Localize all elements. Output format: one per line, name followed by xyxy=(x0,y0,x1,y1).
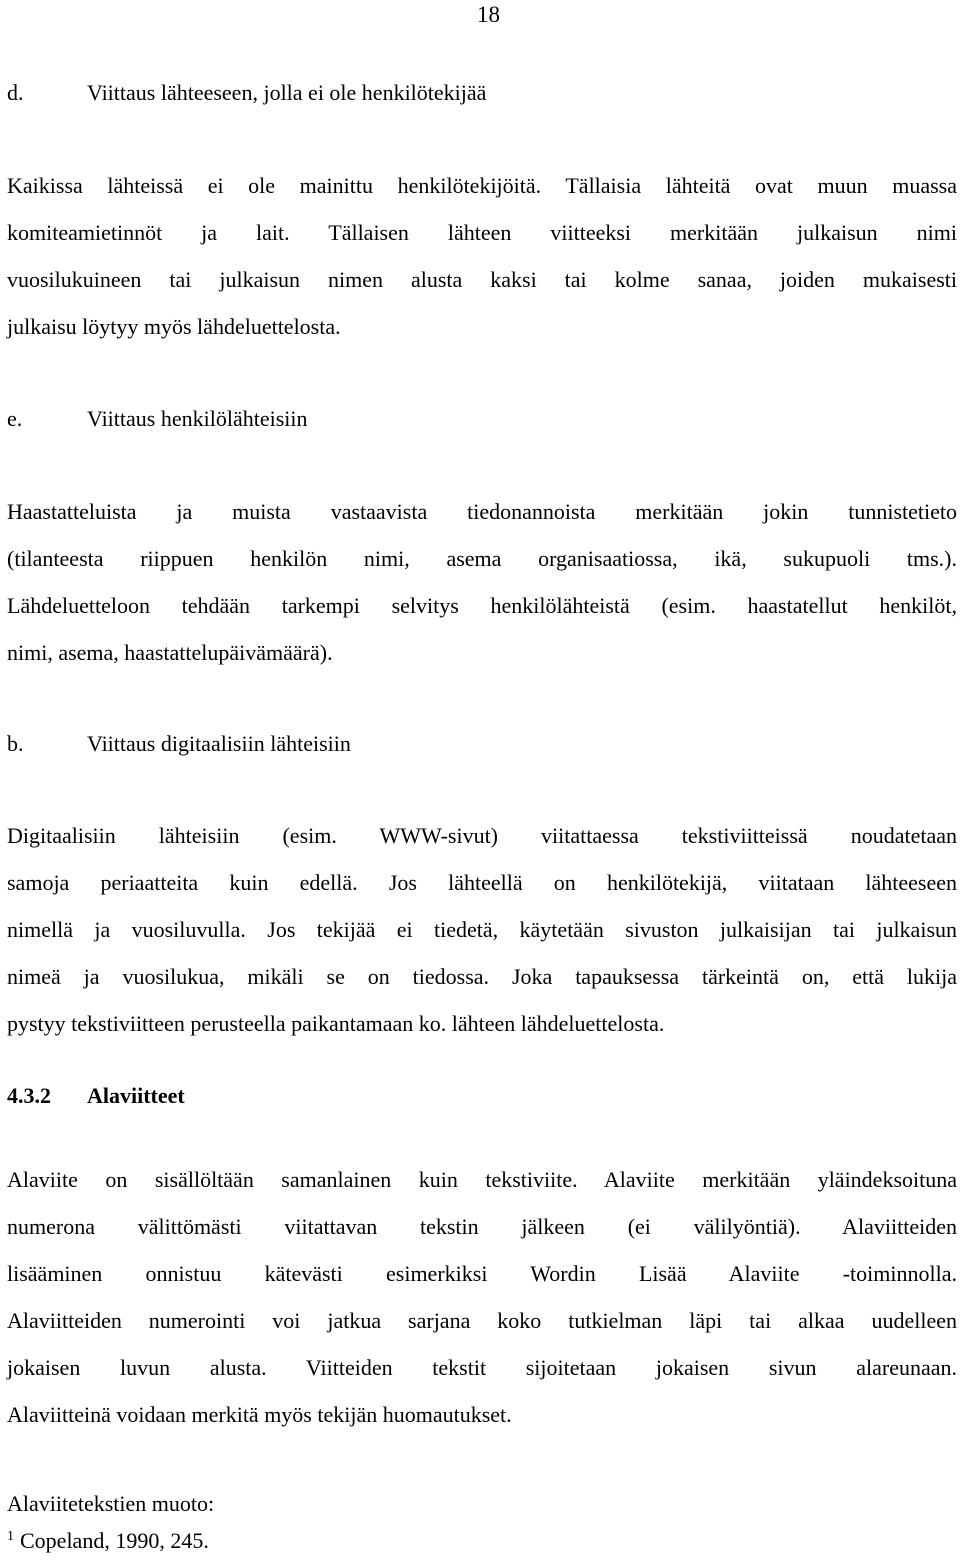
section-e-paragraph xyxy=(7,488,957,676)
paragraph-line: lisääminen onnistuu kätevästi esimerkiksi Wordin Lisää Alaviite -toiminnolla. xyxy=(7,1261,957,1286)
paragraph-line: Alaviite on sisällöltään samanlainen kuin tekstiviite. Alaviite merkitään yläindeksoituna xyxy=(7,1167,957,1192)
section-d-letter: d. xyxy=(7,80,24,105)
section-e-heading xyxy=(7,406,307,432)
paragraph-line: (tilanteesta riippuen henkilön nimi, asema organisaatiossa, ikä, sukupuoli tms.). xyxy=(7,546,957,571)
section-d-title: Viittaus lähteeseen, jolla ei ole henkilötekijää xyxy=(87,80,487,105)
paragraph-line: nimellä ja vuosiluvulla. Jos tekijää ei tiedetä, käytetään sivuston julkaisijan tai julkaisun xyxy=(7,917,957,942)
paragraph-line: samoja periaatteita kuin edellä. Jos lähteellä on henkilötekijä, viitataan lähteeseen xyxy=(7,870,957,895)
footnote-format-label: Alaviitetekstien muoto: xyxy=(7,1491,215,1516)
paragraph-line: nimeä ja vuosilukua, mikäli se on tiedossa. Joka tapauksessa tärkeintä on, että lukija xyxy=(7,964,957,989)
section-432-number: 4.3.2 xyxy=(7,1083,51,1108)
paragraph-line: jokaisen luvun alusta. Viitteiden tekstit sijoitetaan jokaisen sivun alareunaan. xyxy=(7,1355,957,1380)
paragraph-line: Lähdeluetteloon tehdään tarkempi selvitys henkilölähteistä (esim. haastatellut henkilöt, xyxy=(7,593,957,618)
section-e-title: Viittaus henkilölähteisiin xyxy=(87,406,308,431)
paragraph-line: pystyy tekstiviitteen perusteella paikantamaan ko. lähteen lähdeluettelosta. xyxy=(7,1011,665,1036)
section-432-heading xyxy=(7,1083,185,1109)
section-432-title: Alaviitteet xyxy=(87,1083,185,1108)
paragraph-line: Haastatteluista ja muista vastaavista tiedonannoista merkitään jokin tunnistetieto xyxy=(7,499,957,524)
section-e-letter: e. xyxy=(7,406,23,431)
paragraph-line: Alaviitteiden numerointi voi jatkua sarjana koko tutkielman läpi tai alkaa uudelleen xyxy=(7,1308,957,1333)
section-d-heading xyxy=(7,80,486,106)
footnote xyxy=(7,1528,209,1554)
section-b-title: Viittaus digitaalisiin lähteisiin xyxy=(87,731,351,756)
document-page xyxy=(7,0,957,1567)
paragraph-line: Digitaalisiin lähteisiin (esim. WWW-sivut) viitattaessa tekstiviitteissä noudatetaan xyxy=(7,823,957,848)
page-number: 18 xyxy=(477,2,500,27)
paragraph-line: numerona välittömästi viitattavan tekstin jälkeen (ei välilyöntiä). Alaviitteiden xyxy=(7,1214,957,1239)
paragraph-line: vuosilukuineen tai julkaisun nimen alusta kaksi tai kolme sanaa, joiden mukaisesti xyxy=(7,267,957,292)
section-b-paragraph xyxy=(7,812,957,1047)
section-432-paragraph xyxy=(7,1156,957,1438)
footnote-text: Copeland, 1990, 245. xyxy=(20,1528,209,1553)
section-b-letter: b. xyxy=(7,731,24,756)
paragraph-line: nimi, asema, haastattelupäivämäärä). xyxy=(7,640,333,665)
section-d-paragraph xyxy=(7,162,957,350)
section-b-heading xyxy=(7,731,351,757)
paragraph-line: komiteamietinnöt ja lait. Tällaisen lähteen viitteeksi merkitään julkaisun nimi xyxy=(7,220,957,245)
paragraph-line: Kaikissa lähteissä ei ole mainittu henkilötekijöitä. Tällaisia lähteitä ovat muun muassa xyxy=(7,173,957,198)
footnote-marker: 1 xyxy=(7,1529,14,1544)
paragraph-line: julkaisu löytyy myös lähdeluettelosta. xyxy=(7,314,341,339)
paragraph-line: Alaviitteinä voidaan merkitä myös tekijän huomautukset. xyxy=(7,1402,512,1427)
